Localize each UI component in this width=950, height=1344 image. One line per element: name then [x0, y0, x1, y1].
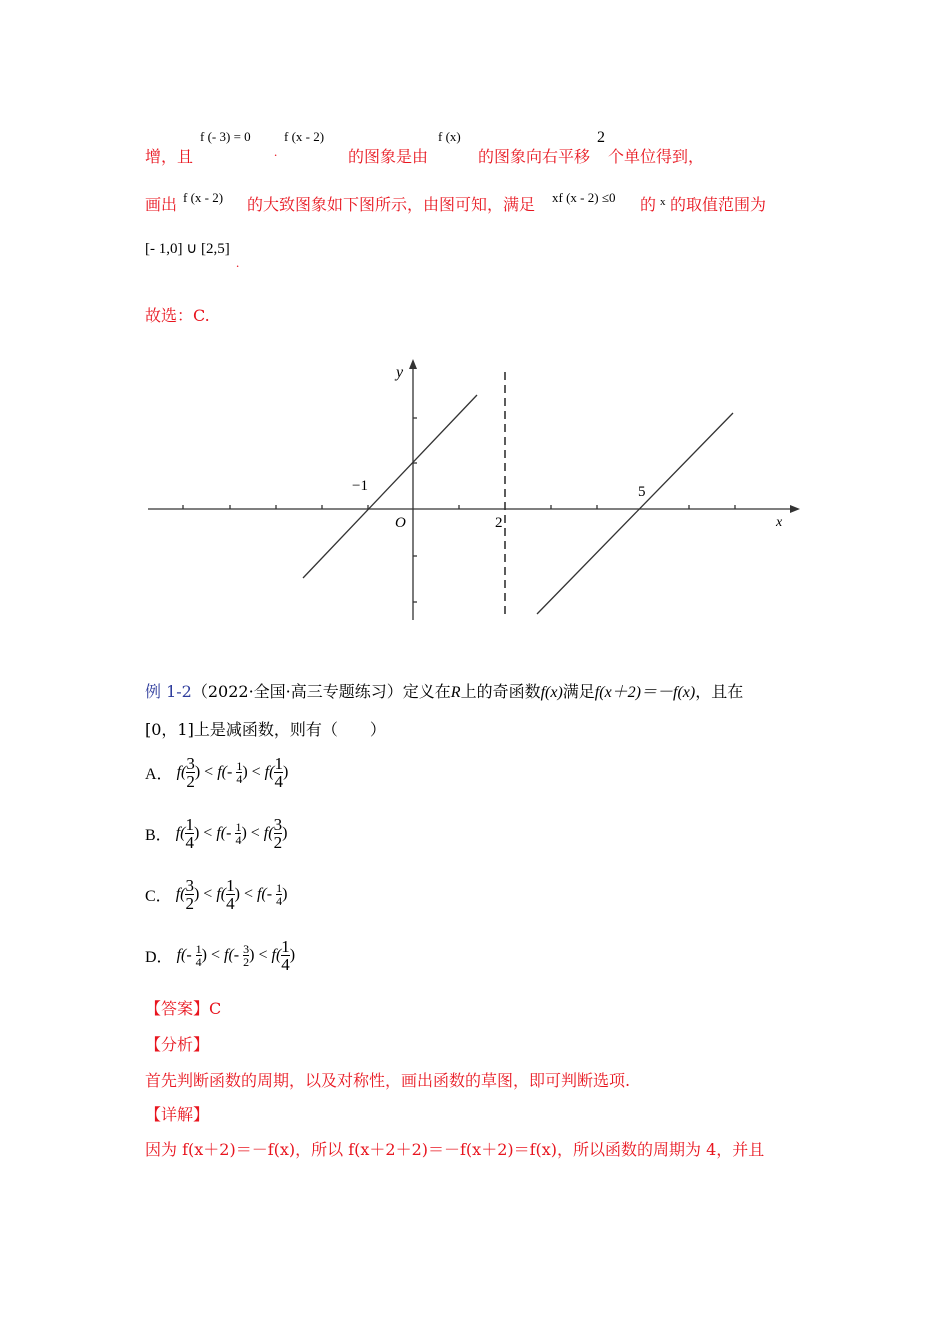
fraction-denominator: 4: [276, 894, 283, 908]
option-term-prefix: f(-: [252, 885, 277, 903]
option-term-prefix: f(: [260, 763, 275, 781]
origin-label: O: [395, 515, 406, 531]
y-axis-label: y: [396, 364, 404, 381]
fraction-numerator: 3: [186, 754, 195, 773]
text-range-is: 的取值范围为: [670, 195, 767, 214]
conclusion-text: 故选：C.: [145, 306, 210, 325]
math-eq1: f(x＋2)＝－f(x): [594, 684, 696, 701]
example-line-2: [0，1]上是减函数，则有（ ）: [145, 720, 386, 739]
fraction-numerator: 1: [236, 759, 243, 773]
fraction-numerator: 3: [273, 815, 283, 834]
math-R: R: [450, 684, 461, 701]
x-axis-label: x: [776, 515, 783, 530]
option-a: [145, 755, 288, 790]
text-image-from: 的图象是由: [348, 147, 429, 166]
math-fx: f(x): [540, 684, 563, 701]
text-of: 的: [640, 195, 657, 214]
fraction-numerator: 3: [243, 942, 250, 956]
label-neg1: −1: [352, 478, 368, 494]
option-label: A．: [145, 766, 173, 783]
math-dot: .: [274, 144, 278, 159]
option-term-suffix: ): [282, 885, 288, 903]
text-draw: 画出: [145, 195, 178, 214]
fraction: [226, 877, 235, 912]
label-2: 2: [495, 515, 503, 531]
fraction-numerator: 1: [226, 876, 235, 895]
option-label: D．: [145, 949, 173, 966]
fraction-numerator: 1: [185, 815, 194, 834]
right-branch-line: [537, 413, 733, 614]
option-term-suffix: ) <: [241, 824, 260, 842]
fraction: [281, 938, 290, 973]
fraction-denominator: 2: [273, 833, 283, 852]
analysis-text: 首先判断函数的周期，以及对称性，画出函数的草图，即可判断选项.: [145, 1071, 631, 1090]
math-range: [- 1,0] ∪ [2,5]: [145, 241, 230, 257]
example-text-1d: ，且在: [695, 682, 744, 701]
option-term-prefix: f(: [212, 885, 227, 903]
math-x: x: [660, 196, 666, 208]
text-increase: 增，且: [145, 147, 194, 166]
fraction-numerator: 3: [185, 876, 194, 895]
fraction: [274, 755, 283, 790]
math-shift-amount: 2: [597, 129, 605, 146]
fraction-denominator: 4: [235, 833, 242, 847]
fraction-denominator: 2: [185, 894, 194, 913]
math-f-x-minus-2: f (x - 2): [284, 129, 325, 144]
option-term-suffix: ) <: [249, 946, 268, 964]
option-term-suffix: ) <: [242, 763, 261, 781]
option-b: [145, 816, 287, 851]
option-d: [145, 938, 295, 973]
analysis-label: 【分析】: [145, 1035, 210, 1054]
option-label: B．: [145, 827, 172, 844]
label-5: 5: [638, 484, 646, 500]
option-label: C．: [145, 888, 172, 905]
text-shift-right: 的图象向右平移: [478, 147, 591, 166]
fraction-numerator: 1: [281, 937, 290, 956]
left-branch-line: [303, 395, 477, 578]
example-line-1: [145, 679, 743, 702]
option-term-prefix: f(: [267, 946, 282, 964]
fraction: [185, 877, 194, 912]
fraction-denominator: 4: [195, 955, 202, 969]
option-term-suffix: ): [289, 946, 296, 964]
detail-label: 【详解】: [145, 1105, 210, 1124]
text-units: 个单位得到，: [608, 147, 705, 166]
option-term-prefix: f(: [259, 824, 274, 842]
math-f-x-minus-2-b: f (x - 2): [183, 190, 224, 205]
option-term-prefix: f(-: [213, 763, 237, 781]
fraction-denominator: 2: [243, 955, 250, 969]
fraction: [186, 755, 195, 790]
fraction-numerator: 1: [274, 754, 283, 773]
option-c: [145, 877, 287, 912]
math-inequality: xf (x - 2) ≤0: [552, 190, 616, 205]
example-text-1c: 满足: [562, 682, 595, 701]
option-term-prefix: f(: [172, 763, 187, 781]
option-term-suffix: ) <: [193, 885, 213, 903]
option-term-suffix: ) <: [234, 885, 253, 903]
fraction-denominator: 4: [236, 772, 243, 786]
option-term-prefix: f(-: [220, 946, 244, 964]
range-dot: .: [236, 255, 240, 270]
fraction-denominator: 4: [185, 833, 194, 852]
answer-line: [145, 996, 221, 1019]
detail-text: 因为 f(x＋2)＝－f(x)，所以 f(x＋2＋2)＝－f(x＋2)＝f(x)，所以函数的周期为 4，并且: [145, 1140, 765, 1159]
example-text-1b: 上的奇函数: [460, 682, 541, 701]
fraction-numerator: 1: [195, 942, 202, 956]
fraction-denominator: 4: [226, 894, 235, 913]
example-tag: 例 1-2: [145, 682, 192, 701]
option-term-suffix: ) <: [194, 763, 214, 781]
option-term-suffix: ): [282, 824, 288, 842]
math-f-neg3: f (- 3) = 0: [200, 129, 251, 144]
option-term-prefix: f(: [171, 824, 186, 842]
fraction-numerator: 1: [276, 881, 283, 895]
example-source: （2022·全国·高三专题练习）: [191, 682, 403, 701]
option-term-prefix: f(-: [172, 946, 196, 964]
fraction-denominator: 4: [281, 955, 290, 974]
y-axis-arrow: [409, 359, 417, 369]
option-term-prefix: f(: [171, 885, 186, 903]
fraction: [185, 816, 194, 851]
option-term-suffix: ): [282, 763, 289, 781]
fraction-denominator: 4: [274, 772, 283, 791]
fraction-denominator: 2: [186, 772, 195, 791]
math-f-x: f (x): [438, 129, 461, 144]
text-graph-desc: 的大致图象如下图所示，由图可知，满足: [247, 195, 536, 214]
option-term-suffix: ) <: [193, 824, 213, 842]
option-term-suffix: ) <: [201, 946, 221, 964]
x-axis-arrow: [790, 505, 800, 513]
option-term-prefix: f(-: [212, 824, 236, 842]
answer-value: C: [209, 999, 222, 1018]
answer-label: 【答案】: [145, 999, 210, 1018]
example-text-1a: 定义在: [402, 682, 451, 701]
fraction-numerator: 1: [235, 820, 242, 834]
fraction: [274, 816, 283, 851]
